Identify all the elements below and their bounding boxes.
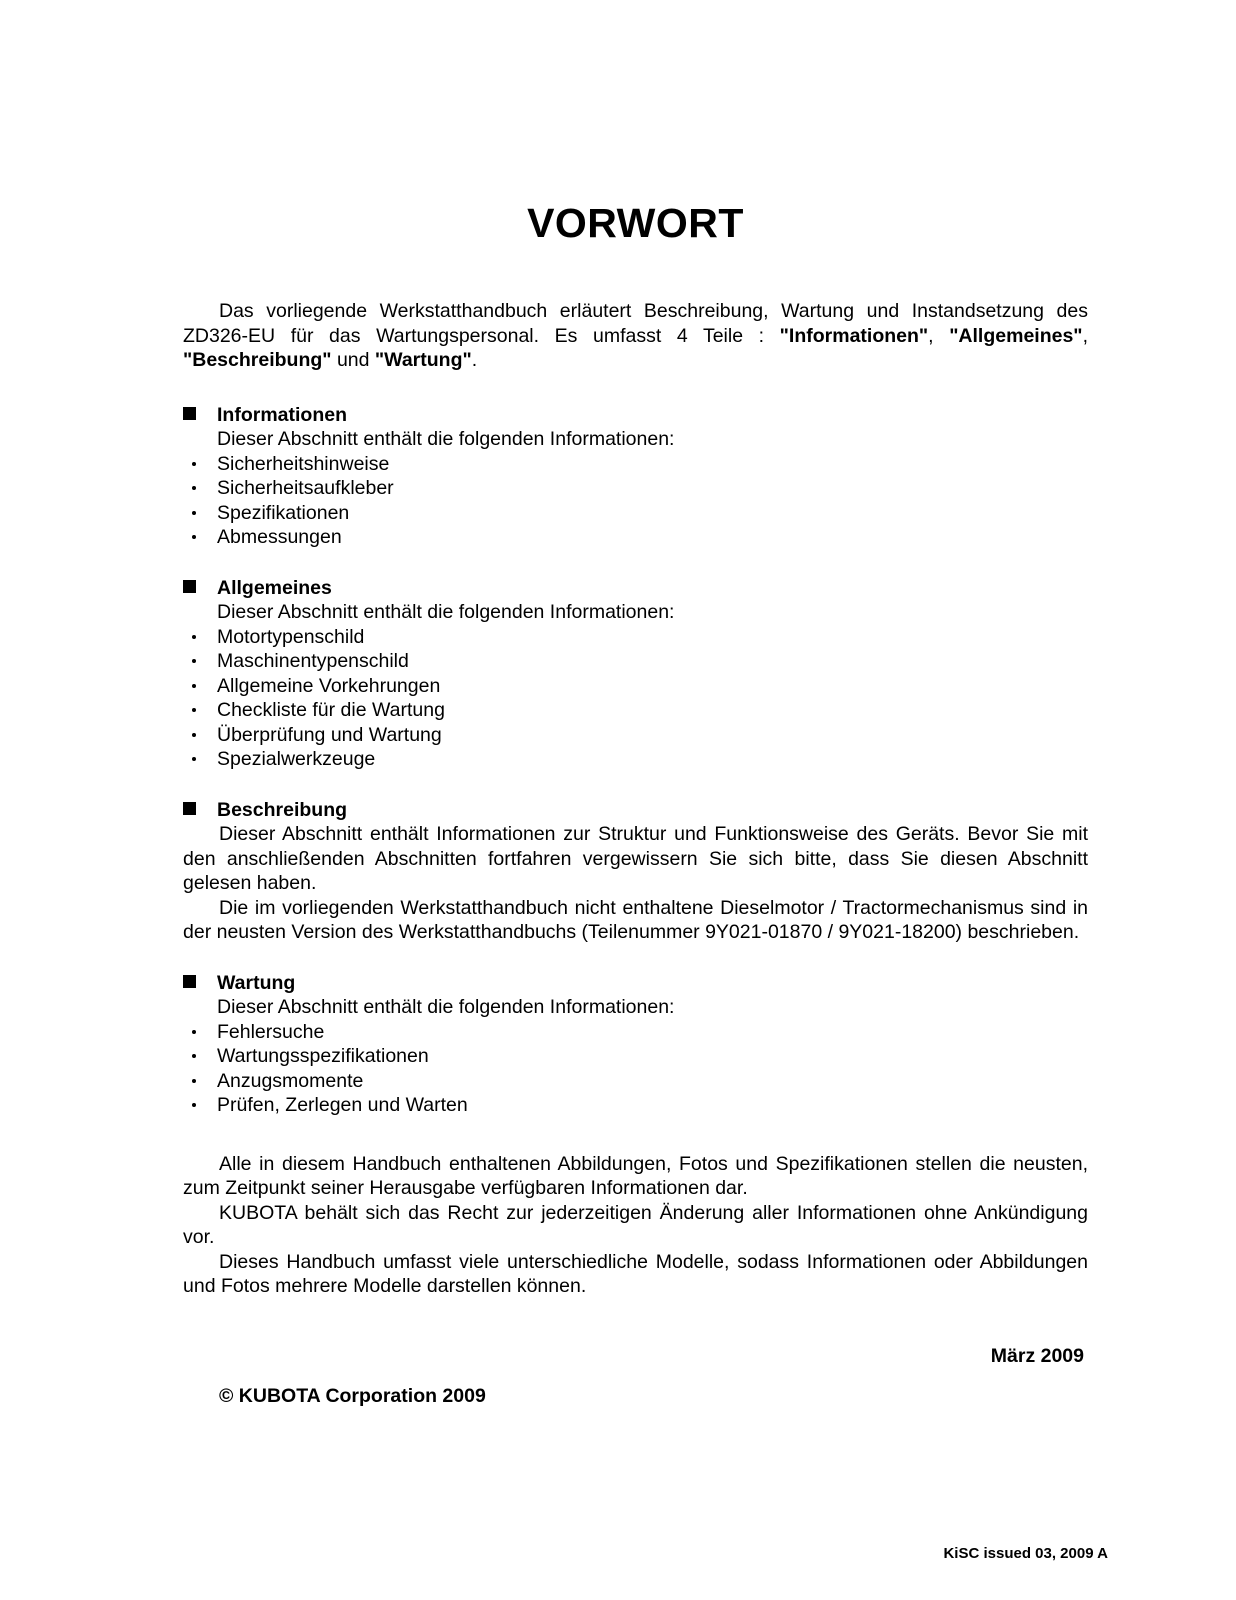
dot-bullet-icon <box>192 1030 196 1034</box>
copyright-notice: © KUBOTA Corporation 2009 <box>219 1385 486 1407</box>
list-item <box>183 747 1088 772</box>
section-item-list <box>183 1020 1088 1118</box>
section-informationen <box>183 403 1088 550</box>
list-item-label: Wartungsspezifikationen <box>217 1045 429 1067</box>
intro-sep-2: , <box>1082 324 1088 347</box>
list-item <box>183 674 1088 699</box>
intro-text-part1: Das vorliegende Werkstatthandbuch erläutert Beschreibung, Wartung und Instandsetzung des ZD326-EU für das Wartungspersonal. Es umfasst 4 Teile : <box>183 300 1088 347</box>
dot-bullet-icon <box>192 1054 196 1058</box>
square-bullet-icon <box>183 580 196 593</box>
section-subtitle: Dieser Abschnitt enthält die folgenden Informationen: <box>217 996 675 1018</box>
dot-bullet-icon <box>192 733 196 737</box>
list-item <box>183 476 1088 501</box>
list-item-label: Allgemeine Vorkehrungen <box>217 674 441 697</box>
dot-bullet-icon <box>192 708 196 712</box>
intro-bold-beschreibung: "Beschreibung" <box>183 349 332 371</box>
dot-bullet-icon <box>192 486 196 490</box>
list-item-label: Anzugsmomente <box>217 1069 364 1092</box>
section-item-list <box>183 625 1088 772</box>
dot-bullet-icon <box>192 462 196 466</box>
section-allgemeines <box>183 576 1088 772</box>
section-heading-row <box>183 798 1088 823</box>
intro-bold-wartung: "Wartung" <box>374 349 472 371</box>
intro-bold-allgemeines: "Allgemeines" <box>949 324 1083 347</box>
list-item <box>183 1020 1088 1045</box>
square-bullet-icon <box>183 802 196 815</box>
list-item-label: Motortypenschild <box>217 625 365 648</box>
square-bullet-icon <box>183 407 196 420</box>
section-wartung <box>183 971 1088 1118</box>
list-item-label: Abmessungen <box>217 526 342 548</box>
list-item <box>183 1093 1088 1118</box>
list-item <box>183 525 1088 550</box>
section-subtitle: Dieser Abschnitt enthält die folgenden Informationen: <box>217 428 675 450</box>
dot-bullet-icon <box>192 757 196 761</box>
document-content <box>183 0 1088 1409</box>
section-heading-label: Allgemeines <box>217 576 332 599</box>
list-item-label: Maschinentypenschild <box>217 650 409 672</box>
intro-sep-3: und <box>331 349 375 371</box>
closing-paragraph: Dieses Handbuch umfasst viele unterschiedliche Modelle, sodass Informationen oder Abbildungen und Fotos mehrere Modelle darstellen können. <box>183 1250 1088 1297</box>
section-item-list <box>183 452 1088 550</box>
list-item <box>183 625 1088 650</box>
publication-date: März 2009 <box>990 1344 1084 1367</box>
section-heading-label: Wartung <box>217 971 296 994</box>
list-item <box>183 698 1088 723</box>
list-item <box>183 1069 1088 1094</box>
section-heading-row <box>183 971 1088 996</box>
closing-paragraph: Alle in diesem Handbuch enthaltenen Abbildungen, Fotos und Spezifikationen stellen die neusten, zum Zeitpunkt seiner Herausgabe verfügbaren Informationen dar. <box>183 1152 1088 1199</box>
intro-text-end: . <box>471 349 478 371</box>
list-item <box>183 723 1088 748</box>
section-beschreibung <box>183 798 1088 945</box>
section-heading-label: Informationen <box>217 403 347 426</box>
list-item-label: Sicherheitshinweise <box>217 452 390 475</box>
list-item <box>183 649 1088 674</box>
closing-paragraph: KUBOTA behält sich das Recht zur jederzeitigen Änderung aller Informationen ohne Ankündigung vor. <box>183 1201 1088 1248</box>
list-item-label: Checkliste für die Wartung <box>217 699 445 721</box>
list-item <box>183 501 1088 526</box>
section-heading-row <box>183 403 1088 428</box>
section-heading-row <box>183 576 1088 601</box>
intro-sep-1: , <box>928 324 950 347</box>
section-subtitle: Dieser Abschnitt enthält die folgenden Informationen: <box>217 601 675 623</box>
intro-paragraph <box>183 244 1088 373</box>
list-item-label: Prüfen, Zerlegen und Warten <box>217 1094 468 1116</box>
list-item-label: Überprüfung und Wartung <box>217 723 442 746</box>
list-item <box>183 1044 1088 1069</box>
list-item <box>183 452 1088 477</box>
dot-bullet-icon <box>192 635 196 639</box>
dot-bullet-icon <box>192 535 196 539</box>
list-item-label: Spezialwerkzeuge <box>217 748 376 770</box>
page-footer: KiSC issued 03, 2009 A <box>943 1545 1108 1562</box>
list-item-label: Spezifikationen <box>217 501 350 524</box>
dot-bullet-icon <box>192 511 196 515</box>
dot-bullet-icon <box>192 684 196 688</box>
square-bullet-icon <box>183 975 196 988</box>
intro-bold-informationen: "Informationen" <box>779 324 929 347</box>
section-paragraph: Dieser Abschnitt enthält Informationen zur Struktur und Funktionsweise des Geräts. Bevor Sie mit den anschließenden Abschnitten fortfahren vergewissern Sie sich bitte, dass Sie diesen Abschnitt gelesen haben. <box>183 823 1088 894</box>
dot-bullet-icon <box>192 1103 196 1107</box>
section-paragraph: Die im vorliegenden Werkstatthandbuch nicht enthaltene Dieselmotor / Tractormechanismus sind in der neusten Version des Werkstatthandbuchs (Teilenummer 9Y021-01870 / 9Y021-18200) beschrieben. <box>183 896 1088 943</box>
closing-paragraphs <box>183 1152 1088 1299</box>
dot-bullet-icon <box>192 1079 196 1083</box>
dot-bullet-icon <box>192 659 196 663</box>
list-item-label: Sicherheitsaufkleber <box>217 477 394 499</box>
page-title: VORWORT <box>527 200 744 246</box>
section-heading-label: Beschreibung <box>217 798 348 821</box>
list-item-label: Fehlersuche <box>217 1020 325 1043</box>
